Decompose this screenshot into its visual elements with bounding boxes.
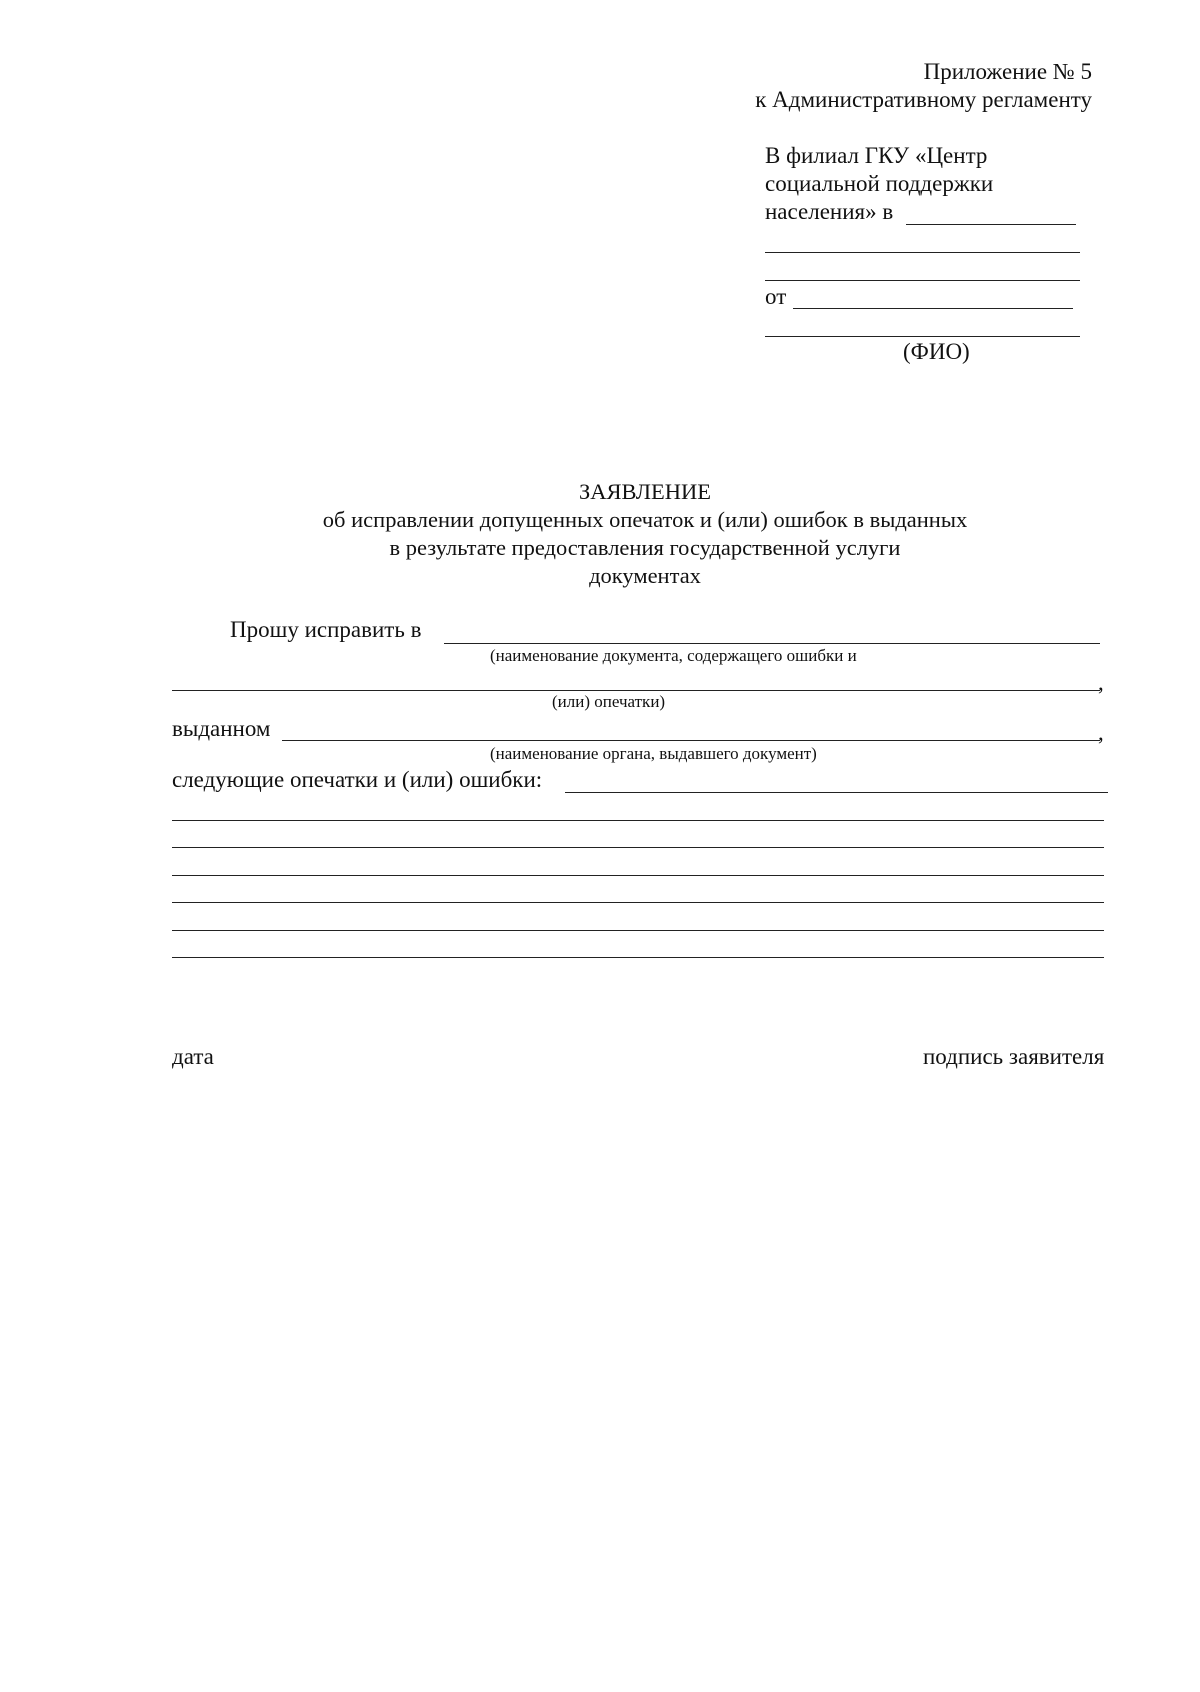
addressee-line-1: В филиал ГКУ «Центр (765, 143, 988, 168)
signature-label: подпись заявителя (923, 1044, 1105, 1069)
from-blank-2[interactable] (765, 336, 1080, 337)
issuer-caption: (наименование органа, выдавшего документ) (490, 744, 817, 763)
appendix-number: Приложение № 5 (923, 59, 1092, 84)
document-title (0, 478, 1200, 590)
appendix-header (755, 58, 1092, 114)
fio-caption: (ФИО) (903, 339, 970, 364)
errors-blank-line[interactable] (172, 957, 1104, 958)
addressee-block (765, 142, 1080, 226)
request-label: Прошу исправить в (230, 617, 422, 642)
title-subtitle-1: об исправлении допущенных опечаток и (или) ошибок в выданных (322, 507, 968, 532)
errors-blank-line[interactable] (172, 902, 1104, 903)
branch-blank[interactable] (906, 224, 1076, 225)
from-blank[interactable] (793, 308, 1073, 309)
title-subtitle-3: документах (589, 563, 701, 588)
addressee-line-2: социальной поддержки (765, 171, 994, 196)
errors-blank-line[interactable] (172, 847, 1104, 848)
comma-1: , (1098, 670, 1104, 695)
document-name-blank[interactable] (444, 643, 1100, 644)
issued-label: выданном (172, 716, 271, 741)
comma-2: , (1098, 720, 1104, 745)
addressee-line-3: населения» в (765, 199, 894, 224)
from-label: от (765, 284, 787, 309)
appendix-regulation: к Административному регламенту (755, 87, 1092, 112)
title-heading: ЗАЯВЛЕНИЕ (579, 479, 711, 504)
errors-label: следующие опечатки и (или) ошибки: (172, 767, 543, 792)
document-name-caption: (наименование документа, содержащего ошибки и (490, 646, 857, 665)
errors-blank-line[interactable] (172, 930, 1104, 931)
branch-blank-3[interactable] (765, 280, 1080, 281)
branch-blank-2[interactable] (765, 252, 1080, 253)
issuer-blank[interactable] (282, 740, 1100, 741)
title-subtitle-2: в результате предоставления государственной услуги (389, 535, 901, 560)
errors-blank-line[interactable] (172, 820, 1104, 821)
document-name-blank-2[interactable] (172, 690, 1100, 691)
date-label: дата (172, 1044, 214, 1069)
document-name-caption-2: (или) опечатки) (552, 692, 666, 711)
errors-blank[interactable] (565, 792, 1108, 793)
errors-blank-line[interactable] (172, 875, 1104, 876)
